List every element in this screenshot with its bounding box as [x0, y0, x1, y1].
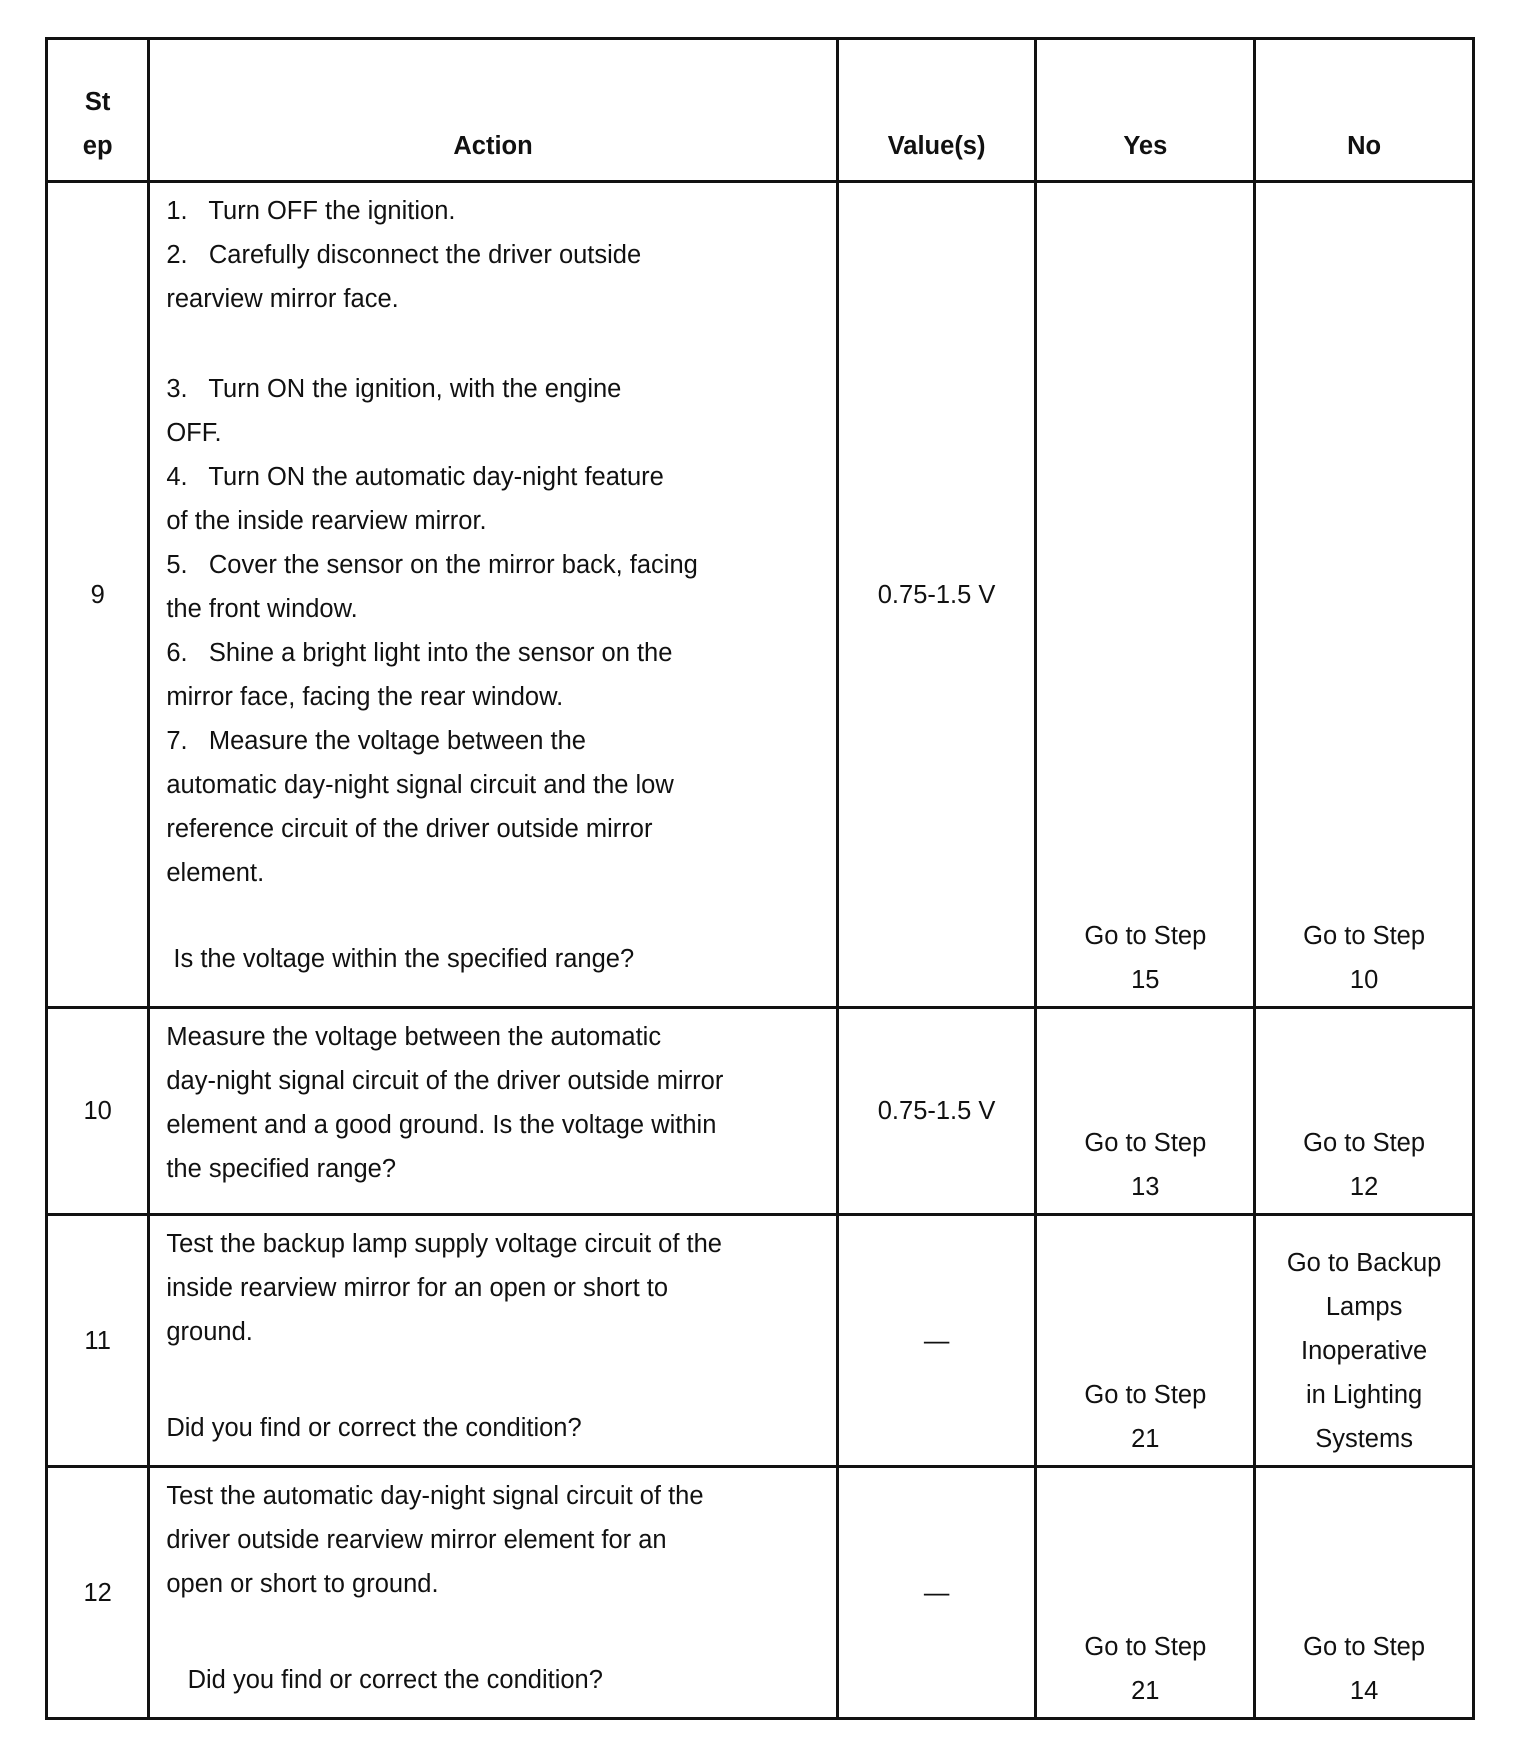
action-line: 2. Carefully disconnect the driver outside	[166, 241, 642, 269]
spacer	[166, 1354, 825, 1406]
action-question: Is the voltage within the specified range?	[166, 945, 635, 973]
action-line: mirror face, facing the rear window.	[166, 683, 564, 711]
action-line: 4. Turn ON the automatic day-night feature	[166, 463, 664, 491]
no-cell	[1255, 1008, 1474, 1215]
action-cell	[149, 1008, 837, 1215]
action-line: Measure the voltage between the automatic	[166, 1023, 662, 1051]
action-line: reference circuit of the driver outside mirror	[166, 815, 653, 843]
step-number: 10	[47, 1008, 149, 1215]
action-line: the specified range?	[166, 1155, 397, 1183]
spacer	[166, 895, 825, 937]
no-cell	[1255, 1467, 1474, 1719]
table-row-step-12	[47, 1467, 1474, 1719]
action-line: element and a good ground. Is the voltage within	[166, 1111, 717, 1139]
no-result: Go to Step 10	[1303, 922, 1426, 994]
header-no: No	[1255, 39, 1474, 182]
header-yes: Yes	[1036, 39, 1255, 182]
action-line: ground.	[166, 1318, 253, 1346]
yes-result: Go to Step 21	[1084, 1381, 1207, 1453]
action-line: OFF.	[166, 419, 222, 447]
table-row-step-9	[47, 182, 1474, 1008]
action-line: of the inside rearview mirror.	[166, 507, 487, 535]
no-cell	[1255, 1215, 1474, 1467]
yes-cell	[1036, 1215, 1255, 1467]
action-cell	[149, 1215, 837, 1467]
spacer	[166, 1606, 825, 1658]
action-line: the front window.	[166, 595, 358, 623]
header-action: Action	[149, 39, 837, 182]
diagnostic-table	[45, 37, 1475, 1720]
action-question: Did you find or correct the condition?	[166, 1414, 582, 1442]
action-line: inside rearview mirror for an open or short to	[166, 1274, 669, 1302]
action-cell	[149, 1467, 837, 1719]
action-line: 6. Shine a bright light into the sensor on the	[166, 639, 673, 667]
yes-result: Go to Step 13	[1084, 1129, 1207, 1201]
yes-result: Go to Step 15	[1084, 922, 1207, 994]
value-cell: —	[837, 1215, 1036, 1467]
step-number: 9	[47, 182, 149, 1008]
no-cell	[1255, 182, 1474, 1008]
yes-cell	[1036, 1467, 1255, 1719]
action-line: Test the automatic day-night signal circuit of the	[166, 1482, 704, 1510]
action-line: rearview mirror face.	[166, 285, 399, 313]
no-result: Go to Step 12	[1303, 1129, 1426, 1201]
action-line: 5. Cover the sensor on the mirror back, facing	[166, 551, 698, 579]
table-row-step-11	[47, 1215, 1474, 1467]
action-line: element.	[166, 859, 265, 887]
action-line: 3. Turn ON the ignition, with the engine	[166, 375, 622, 403]
step-number: 12	[47, 1467, 149, 1719]
action-line: day-night signal circuit of the driver outside mirror	[166, 1067, 724, 1095]
action-line: Test the backup lamp supply voltage circuit of the	[166, 1230, 722, 1258]
action-cell	[149, 182, 837, 1008]
action-line: open or short to ground.	[166, 1570, 439, 1598]
no-result: Go to Backup Lamps Inoperative in Lighting Systems	[1286, 1249, 1442, 1453]
action-line: driver outside rearview mirror element for an	[166, 1526, 667, 1554]
yes-cell	[1036, 1008, 1255, 1215]
header-step: St ep	[47, 39, 149, 182]
step-number: 11	[47, 1215, 149, 1467]
header-row	[47, 39, 1474, 182]
yes-result: Go to Step 21	[1084, 1633, 1207, 1705]
spacer	[166, 321, 825, 367]
action-line: automatic day-night signal circuit and the low	[166, 771, 674, 799]
value-cell: 0.75-1.5 V	[837, 182, 1036, 1008]
yes-cell	[1036, 182, 1255, 1008]
table-row-step-10	[47, 1008, 1474, 1215]
action-question: Did you find or correct the condition?	[166, 1666, 603, 1694]
action-line: 1. Turn OFF the ignition.	[166, 197, 456, 225]
value-cell: —	[837, 1467, 1036, 1719]
value-cell: 0.75-1.5 V	[837, 1008, 1036, 1215]
no-result: Go to Step 14	[1303, 1633, 1426, 1705]
header-values: Value(s)	[837, 39, 1036, 182]
action-line: 7. Measure the voltage between the	[166, 727, 586, 755]
